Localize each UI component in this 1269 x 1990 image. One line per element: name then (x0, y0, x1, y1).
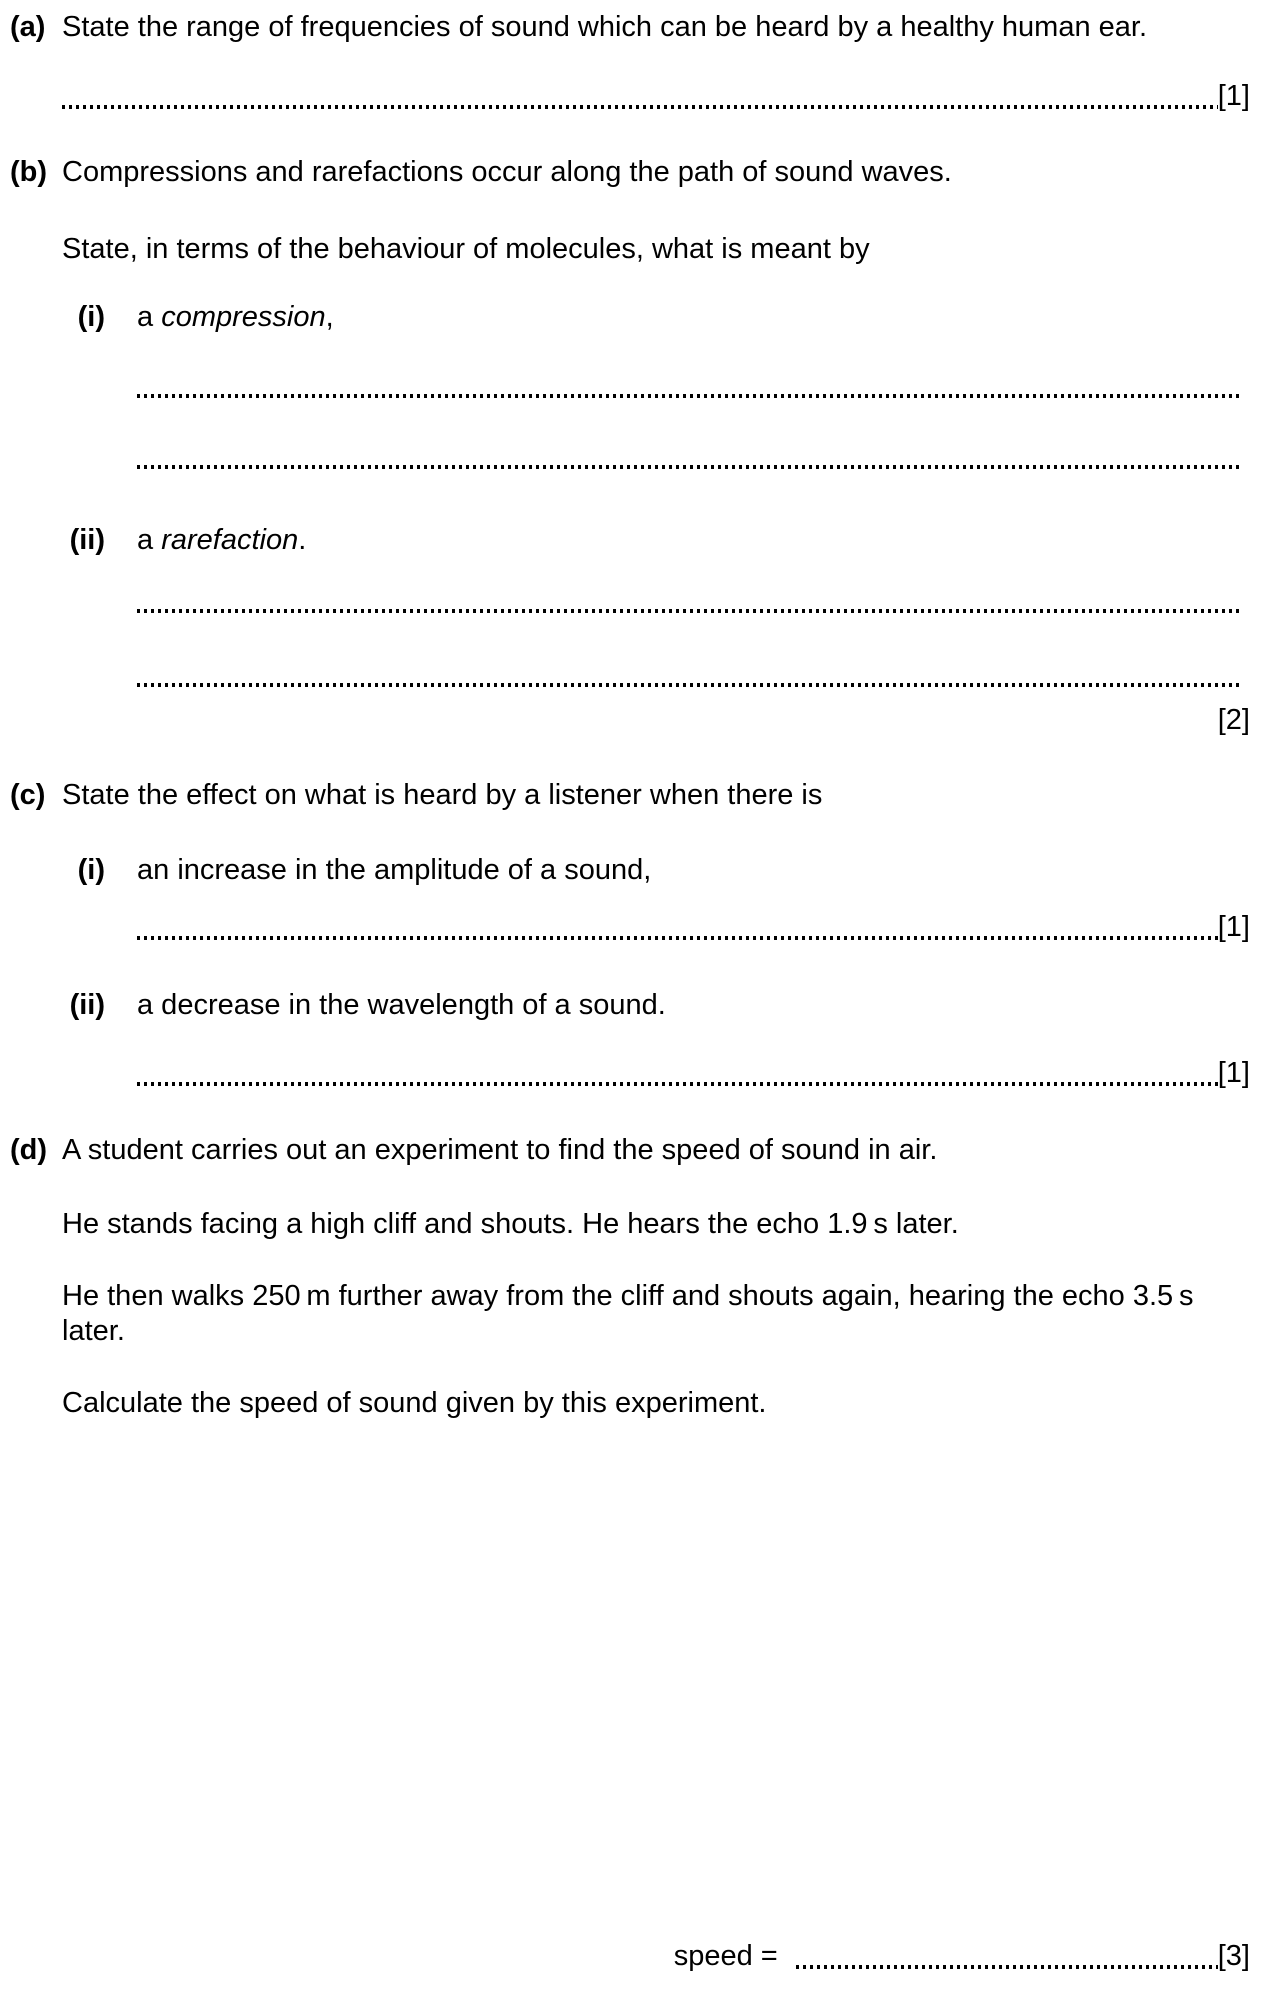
question-c-i (62, 853, 1250, 888)
speed-answer-label: speed = (673, 1940, 778, 1972)
part-c-label: (c) (10, 779, 46, 811)
part-d-paragraph-4: Calculate the speed of sound given by this experiment. (62, 1387, 767, 1419)
part-d-intro: A student carries out an experiment to find the speed of sound in air. (62, 1134, 938, 1166)
answer-line-d (674, 1939, 1250, 1974)
question-a (10, 10, 1250, 45)
part-b-intro: Compressions and rarefactions occur along the path of sound waves. (62, 156, 952, 188)
part-d-paragraph-3: He then walks 250 m further away from the cliff and shouts again, hearing the echo 3.5 s later. (62, 1280, 1194, 1347)
question-b-i (62, 300, 1250, 335)
question-b-ii (62, 523, 1250, 558)
part-b-label: (b) (10, 156, 48, 188)
part-d-label: (d) (10, 1134, 48, 1166)
answer-line-a (62, 79, 1250, 114)
part-b-instruction: State, in terms of the behaviour of molecules, what is meant by (62, 233, 870, 265)
part-c-intro: State the effect on what is heard by a listener when there is (62, 779, 823, 811)
marks-d: [3] (1217, 1940, 1250, 1972)
item-b-ii-text: a rarefaction. (137, 524, 307, 556)
question-c-ii (62, 988, 1250, 1023)
dotted-answer-rule (796, 1965, 1218, 1969)
item-b-ii-label: (ii) (69, 524, 105, 556)
marks-a: [1] (1217, 80, 1250, 112)
dotted-answer-rule (62, 105, 1218, 109)
dotted-answer-rule (137, 683, 1243, 687)
part-d-paragraph-2: He stands facing a high cliff and shouts. He hears the echo 1.9 s later. (62, 1208, 959, 1240)
term-compression: compression (161, 301, 326, 333)
item-c-i-text: an increase in the amplitude of a sound, (137, 854, 652, 886)
dotted-answer-rule (137, 394, 1243, 398)
item-c-i-label: (i) (77, 854, 105, 886)
marks-b: [2] (1217, 704, 1250, 736)
term-rarefaction: rarefaction (161, 524, 299, 556)
answer-line-c-ii (137, 1056, 1250, 1091)
dotted-answer-rule (137, 465, 1243, 469)
part-a-label: (a) (10, 11, 46, 43)
dotted-answer-rule (137, 936, 1218, 940)
dotted-answer-rule (137, 609, 1243, 613)
item-c-ii-text: a decrease in the wavelength of a sound. (137, 989, 666, 1021)
answer-line-c-i (137, 910, 1250, 945)
question-d (10, 1133, 1250, 1168)
question-c (10, 778, 1250, 813)
marks-c-ii: [1] (1217, 1057, 1250, 1089)
item-b-i-label: (i) (77, 301, 105, 333)
part-a-question: State the range of frequencies of sound which can be heard by a healthy human ear. (62, 11, 1148, 43)
marks-c-i: [1] (1217, 911, 1250, 943)
item-b-i-text: a compression, (137, 301, 334, 333)
dotted-answer-rule (137, 1082, 1218, 1086)
item-c-ii-label: (ii) (69, 989, 105, 1021)
question-b (10, 155, 1250, 190)
